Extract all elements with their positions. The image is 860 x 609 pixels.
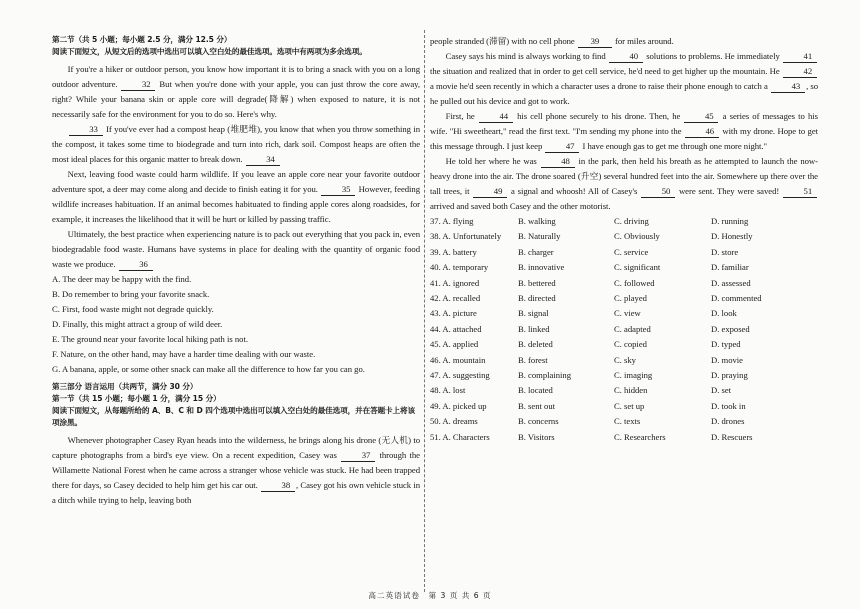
choice-cell: D. praying bbox=[711, 370, 748, 381]
choice-cell: 48. A. lost bbox=[430, 385, 466, 396]
choice-cell: 45. A. applied bbox=[430, 339, 479, 350]
option-d: D. Finally, this might attract a group of wild deer. bbox=[52, 319, 223, 329]
choice-cell: B. complaining bbox=[518, 370, 571, 381]
blank-36: 36 bbox=[119, 259, 153, 271]
choice-cell: 38. A. Unfortunately bbox=[430, 231, 502, 242]
choice-cell: D. commented bbox=[711, 293, 762, 304]
choice-cell: C. played bbox=[614, 293, 647, 304]
choice-cell: C. driving bbox=[614, 216, 649, 226]
choice-cell: 39. A. battery bbox=[430, 246, 477, 257]
choice-cell: B. directed bbox=[518, 293, 556, 304]
blank-50: 50 bbox=[641, 186, 675, 198]
choice-cell: B. concerns bbox=[518, 416, 559, 427]
blank-45: 45 bbox=[684, 111, 718, 123]
choice-cell: D. typed bbox=[711, 339, 741, 350]
choice-cell: 50. A. dreams bbox=[430, 416, 478, 427]
choice-cell: B. charger bbox=[518, 246, 554, 257]
choice-cell: D. running bbox=[711, 216, 749, 226]
right-column bbox=[430, 34, 818, 445]
section1-title: 第一节（共 15 小题；每小题 1 分，满分 15 分） bbox=[52, 394, 221, 403]
blank-51: 51 bbox=[783, 186, 817, 198]
choice-cell: D. exposed bbox=[711, 323, 750, 334]
choice-cell: B. linked bbox=[518, 323, 550, 334]
choice-cell: B. Visitors bbox=[518, 431, 555, 442]
section2-instruction: 阅读下面短文，从短文后的选项中选出可以填入空白处的最佳选项。选项中有两项为多余选项。 bbox=[52, 47, 367, 56]
section1-instruction: 阅读下面短文，从每题所给的 A、B、C 和 D 四个选项中选出可以填入空白处的最佳选项，并在答题卡上将该项涂黑。 bbox=[52, 406, 416, 427]
option-g: G. A banana, apple, or some other snack can make all the difference to how far you can go. bbox=[52, 364, 365, 374]
choice-cell: C. view bbox=[614, 308, 641, 319]
option-b: B. Do remember to bring your favorite snack. bbox=[52, 289, 210, 299]
option-e: E. The ground near your favorite local hiking path is not. bbox=[52, 334, 249, 344]
option-list bbox=[52, 272, 420, 377]
blank-35: 35 bbox=[321, 184, 355, 196]
choice-table bbox=[430, 214, 818, 445]
blank-48: 48 bbox=[541, 156, 575, 168]
choice-cell: D. set bbox=[711, 385, 732, 396]
blank-42: 42 bbox=[783, 66, 817, 78]
blank-46: 46 bbox=[685, 126, 719, 138]
choice-cell: B. innovative bbox=[518, 262, 565, 273]
section2-title: 第二节（共 5 小题；每小题 2.5 分，满分 12.5 分） bbox=[52, 35, 232, 44]
cloze-paragraph-3: First, he 44 his cell phone securely to his drone. Then, he 45 a series of messages to his wife. "Hi sweetheart," read the first text. "I'm sending my phone into the 46 with my drone. Hope to get this message through. I just keep 47 I have enough gas to get me through one more night." bbox=[430, 111, 819, 151]
choice-cell: C. texts bbox=[614, 416, 641, 427]
blank-41: 41 bbox=[783, 51, 817, 63]
blank-39: 39 bbox=[578, 36, 612, 48]
choice-cell: B. forest bbox=[518, 354, 548, 365]
choice-cell: D. assessed bbox=[711, 277, 751, 288]
choice-cell: C. copied bbox=[614, 339, 647, 350]
choice-cell: 43. A. picture bbox=[430, 308, 477, 319]
blank-32: 32 bbox=[121, 79, 155, 91]
passage-paragraph-3: Next, leaving food waste could harm wildlife. If you leave an apple core near your favorite outdoor adventure spot, a deer may come along and decide to finish eating it for you. 35 However, feeding wildlife increases habituation. If an animal becomes habituated to finding apple cores along roadsides, for example, it increases the likelihood that it will be hurt or killed by passing traffic. bbox=[52, 169, 421, 224]
choice-cell: 40. A. temporary bbox=[430, 262, 489, 273]
choice-cell: C. followed bbox=[614, 277, 655, 288]
option-f: F. Nature, on the other hand, may have a harder time dealing with our waste. bbox=[52, 349, 316, 359]
choice-cell: B. sent out bbox=[518, 400, 556, 411]
choice-cell: 46. A. mountain bbox=[430, 354, 486, 365]
choice-cell: 41. A. ignored bbox=[430, 277, 480, 288]
blank-49: 49 bbox=[473, 186, 507, 198]
blank-33: 33 bbox=[69, 124, 103, 136]
blank-34: 34 bbox=[246, 154, 280, 166]
passage-paragraph-1: If you're a hiker or outdoor person, you know how important it is to bring a snack with you on a long outdoor adventure. 32 But when you're done with your apple, you can just throw the core away, right? While your banana skin or apple core will degrade(降解) when exposed to nature, it is not necessarily safe for the environment for you to do so. Here's why. bbox=[52, 64, 420, 119]
cloze-paragraph-4: He told her where he was 48 in the park, then held his breath as he attempted to launch the now-heavy drone into the air. The drone soared (升空) several hundred feet into the air. Somewhere up there over the tall trees, it 49 a signal and whoosh! All of Casey's 50 were sent. They were saved! 51 arrived and saved both Casey and the other motorist. bbox=[430, 156, 819, 211]
choice-cell: 42. A. recalled bbox=[430, 293, 481, 304]
cloze-paragraph-1-cont: people stranded (滞留) with no cell phone 39 for miles around. bbox=[430, 36, 674, 46]
choice-cell: D. store bbox=[711, 246, 739, 257]
page-footer: 高二英语试卷 第 3 页 共 6 页 bbox=[368, 591, 492, 600]
cloze-paragraph-1: Whenever photographer Casey Ryan heads into the wilderness, he brings along his drone (无人机) to capture photographs from a bird's eye view. On a recent expedition, Casey was 37 through the Willamette National Forest when he came across a stranger whose vehicle was stuck. He had been trapped there for days, so Casey decided to help him get his car out. 38 , Casey got his own vehicle stuck in a ditch while trying to help, leaving both bbox=[52, 435, 420, 505]
blank-38: 38 bbox=[261, 480, 295, 492]
choice-cell: B. signal bbox=[518, 308, 549, 319]
choice-cell: D. Rescuers bbox=[711, 431, 753, 442]
choice-cell: C. significant bbox=[614, 262, 661, 273]
choice-cell: C. sky bbox=[614, 354, 636, 365]
choice-cell: 47. A. suggesting bbox=[430, 370, 490, 381]
choice-cell: C. adapted bbox=[614, 323, 651, 334]
choice-cell: C. Obviously bbox=[614, 231, 660, 242]
column-divider bbox=[424, 30, 425, 592]
option-c: C. First, food waste might not degrade quickly. bbox=[52, 304, 214, 314]
choice-cell: 49. A. picked up bbox=[430, 400, 487, 411]
part3-title: 第三部分 语言运用（共两节，满分 30 分） bbox=[52, 382, 198, 391]
choice-cell: 37. A. flying bbox=[430, 216, 474, 226]
option-a: A. The deer may be happy with the find. bbox=[52, 274, 192, 284]
choice-cell: B. bettered bbox=[518, 277, 556, 288]
choice-cell: C. service bbox=[614, 246, 649, 257]
cloze-paragraph-2: Casey says his mind is always working to find 40 solutions to problems. He immediately 41 the situation and realized that in order to get cell service, he'd need to get higher up the mountain. He 42 a movie he'd seen recently in which a character uses a drone to raise their phone enough to catch a 43 , so he pulled out his device and got to work. bbox=[430, 51, 819, 106]
choice-cell: D. took in bbox=[711, 400, 746, 411]
choice-cell: 51. A. Characters bbox=[430, 431, 490, 442]
choice-cell: B. Naturally bbox=[518, 231, 561, 242]
choice-cell: B. deleted bbox=[518, 339, 553, 350]
choice-cell: D. look bbox=[711, 308, 737, 319]
blank-44: 44 bbox=[479, 111, 513, 123]
passage-paragraph-2: 33 If you've ever had a compost heap (堆肥堆), you know that when you throw something in the compost, it takes some time to biodegrade and turn into rich, dark soil. Compost heaps are often the most ideal places for this organic matter to break down. 34 bbox=[52, 124, 421, 164]
choice-cell: D. Honestly bbox=[711, 231, 753, 242]
choice-cell: C. hidden bbox=[614, 385, 648, 396]
blank-40: 40 bbox=[609, 51, 643, 63]
choice-cell: C. set up bbox=[614, 400, 645, 411]
choice-cell: D. movie bbox=[711, 354, 743, 365]
blank-43: 43 bbox=[771, 81, 805, 93]
blank-37: 37 bbox=[341, 450, 375, 462]
choice-cell: B. located bbox=[518, 385, 553, 396]
choice-cell: 44. A. attached bbox=[430, 323, 482, 334]
choice-cell: C. Researchers bbox=[614, 431, 666, 442]
choice-cell: B. walking bbox=[518, 216, 556, 226]
blank-47: 47 bbox=[545, 141, 579, 153]
choice-cell: D. familiar bbox=[711, 262, 749, 273]
choice-cell: C. imaging bbox=[614, 370, 653, 381]
passage-paragraph-4: Ultimately, the best practice when experiencing nature is to pack out everything that you pack in, even biodegradable food waste. Humans have systems in place for dealing with the quantity of organic food waste we produce. 36 bbox=[52, 229, 420, 269]
choice-cell: D. drones bbox=[711, 416, 745, 427]
left-column bbox=[52, 34, 420, 508]
